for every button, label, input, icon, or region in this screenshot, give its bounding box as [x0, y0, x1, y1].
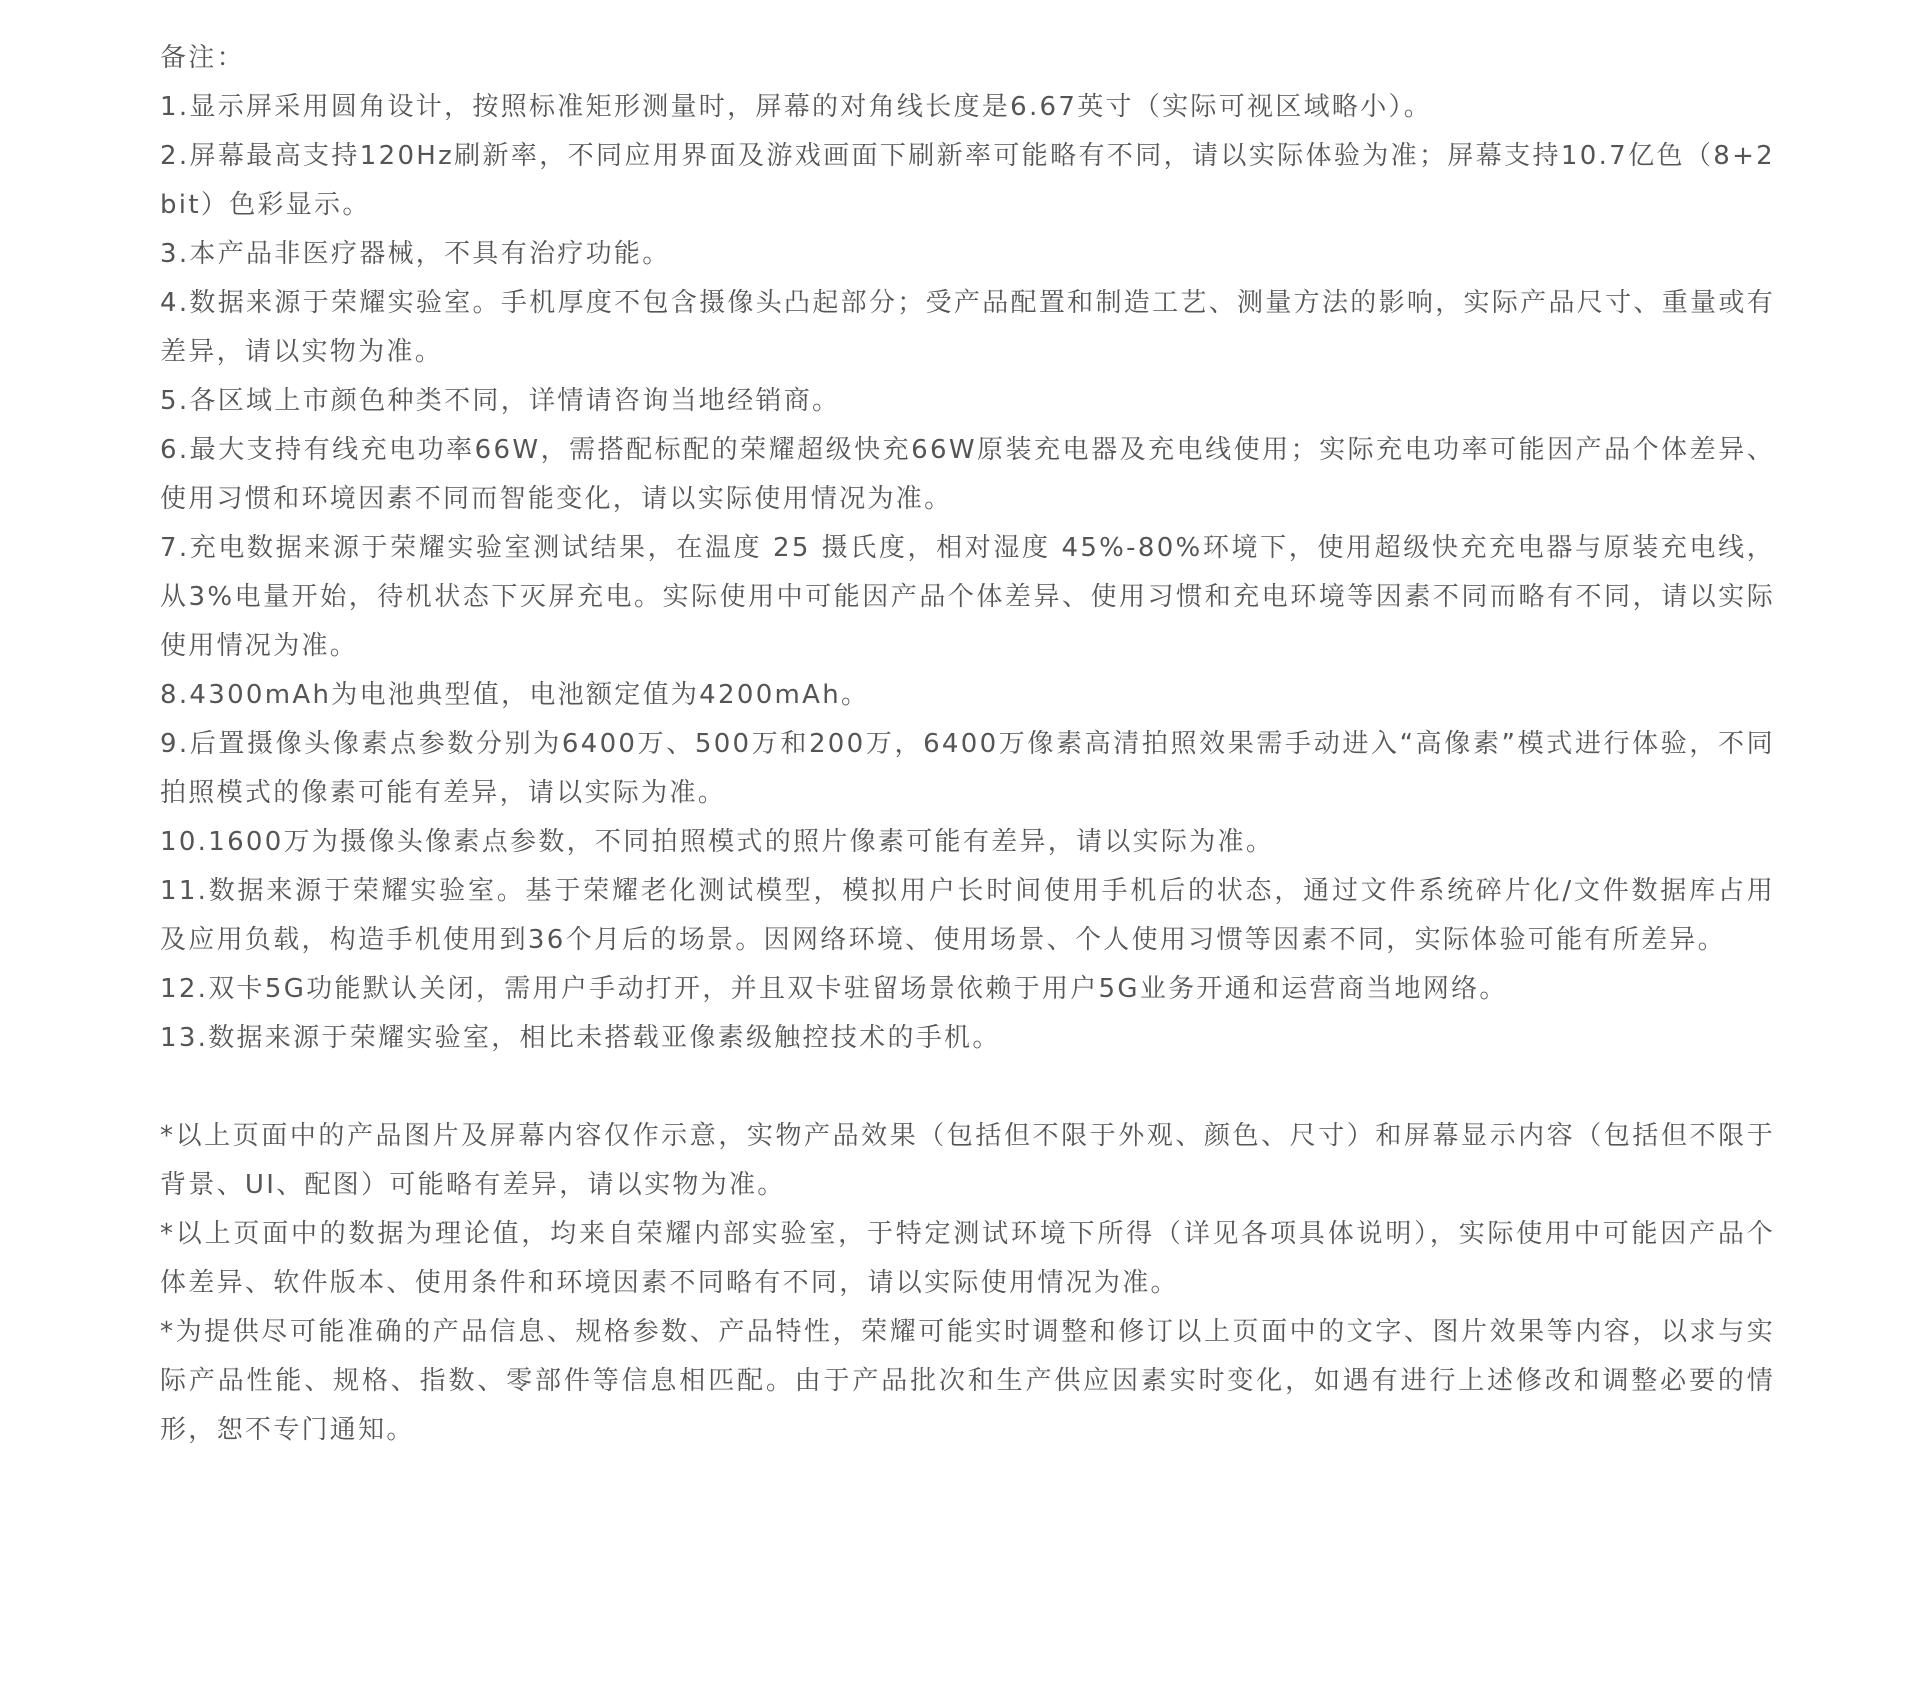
note-item-11: 11.数据来源于荣耀实验室。基于荣耀老化测试模型，模拟用户长时间使用手机后的状态，通过文件系统碎片化/文件数据库占用及应用负载，构造手机使用到36个月后的场景。因网络环境、使用场景、个人使用习惯等因素不同，实际体验可能有所差异。 [160, 876, 1775, 955]
notes-section [160, 34, 1775, 1455]
note-item-2: 2.屏幕最高支持120Hz刷新率，不同应用界面及游戏画面下刷新率可能略有不同，请以实际体验为准；屏幕支持10.7亿色（8+2bit）色彩显示。 [160, 141, 1775, 220]
disclaimer-2: *以上页面中的数据为理论值，均来自荣耀内部实验室，于特定测试环境下所得（详见各项具体说明），实际使用中可能因产品个体差异、软件版本、使用条件和环境因素不同略有不同，请以实际使用情况为准。 [160, 1219, 1775, 1298]
note-item-9: 9.后置摄像头像素点参数分别为6400万、500万和200万，6400万像素高清拍照效果需手动进入“高像素”模式进行体验，不同拍照模式的像素可能有差异，请以实际为准。 [160, 729, 1775, 808]
note-item-10: 10.1600万为摄像头像素点参数，不同拍照模式的照片像素可能有差异，请以实际为准。 [160, 827, 1275, 857]
notes-heading: 备注： [160, 43, 245, 73]
note-item-1: 1.显示屏采用圆角设计，按照标准矩形测量时，屏幕的对角线长度是6.67英寸（实际可视区域略小）。 [160, 92, 1433, 122]
note-item-4: 4.数据来源于荣耀实验室。手机厚度不包含摄像头凸起部分；受产品配置和制造工艺、测量方法的影响，实际产品尺寸、重量或有差异，请以实物为准。 [160, 288, 1775, 367]
note-item-6: 6.最大支持有线充电功率66W，需搭配标配的荣耀超级快充66W原装充电器及充电线使用；实际充电功率可能因产品个体差异、使用习惯和环境因素不同而智能变化，请以实际使用情况为准。 [160, 435, 1775, 514]
note-item-3: 3.本产品非医疗器械，不具有治疗功能。 [160, 239, 671, 269]
note-item-12: 12.双卡5G功能默认关闭，需用户手动打开，并且双卡驻留场景依赖于用户5G业务开通和运营商当地网络。 [160, 974, 1508, 1004]
note-item-13: 13.数据来源于荣耀实验室，相比未搭载亚像素级触控技术的手机。 [160, 1023, 1001, 1053]
note-item-5: 5.各区域上市颜色种类不同，详情请咨询当地经销商。 [160, 386, 841, 416]
note-item-8: 8.4300mAh为电池典型值，电池额定值为4200mAh。 [160, 680, 870, 710]
note-item-7: 7.充电数据来源于荣耀实验室测试结果，在温度 25 摄氏度，相对湿度 45%-80%环境下，使用超级快充充电器与原装充电线，从3%电量开始，待机状态下灭屏充电。实际使用中可能因产品个体差异、使用习惯和充电环境等因素不同而略有不同，请以实际使用情况为准。 [160, 533, 1775, 661]
disclaimer-3: *为提供尽可能准确的产品信息、规格参数、产品特性，荣耀可能实时调整和修订以上页面中的文字、图片效果等内容，以求与实际产品性能、规格、指数、零部件等信息相匹配。由于产品批次和生产供应因素实时变化，如遇有进行上述修改和调整必要的情形，恕不专门通知。 [160, 1317, 1775, 1445]
section-spacer [160, 1063, 1775, 1112]
disclaimer-1: *以上页面中的产品图片及屏幕内容仅作示意，实物产品效果（包括但不限于外观、颜色、尺寸）和屏幕显示内容（包括但不限于背景、UI、配图）可能略有差异，请以实物为准。 [160, 1121, 1775, 1200]
